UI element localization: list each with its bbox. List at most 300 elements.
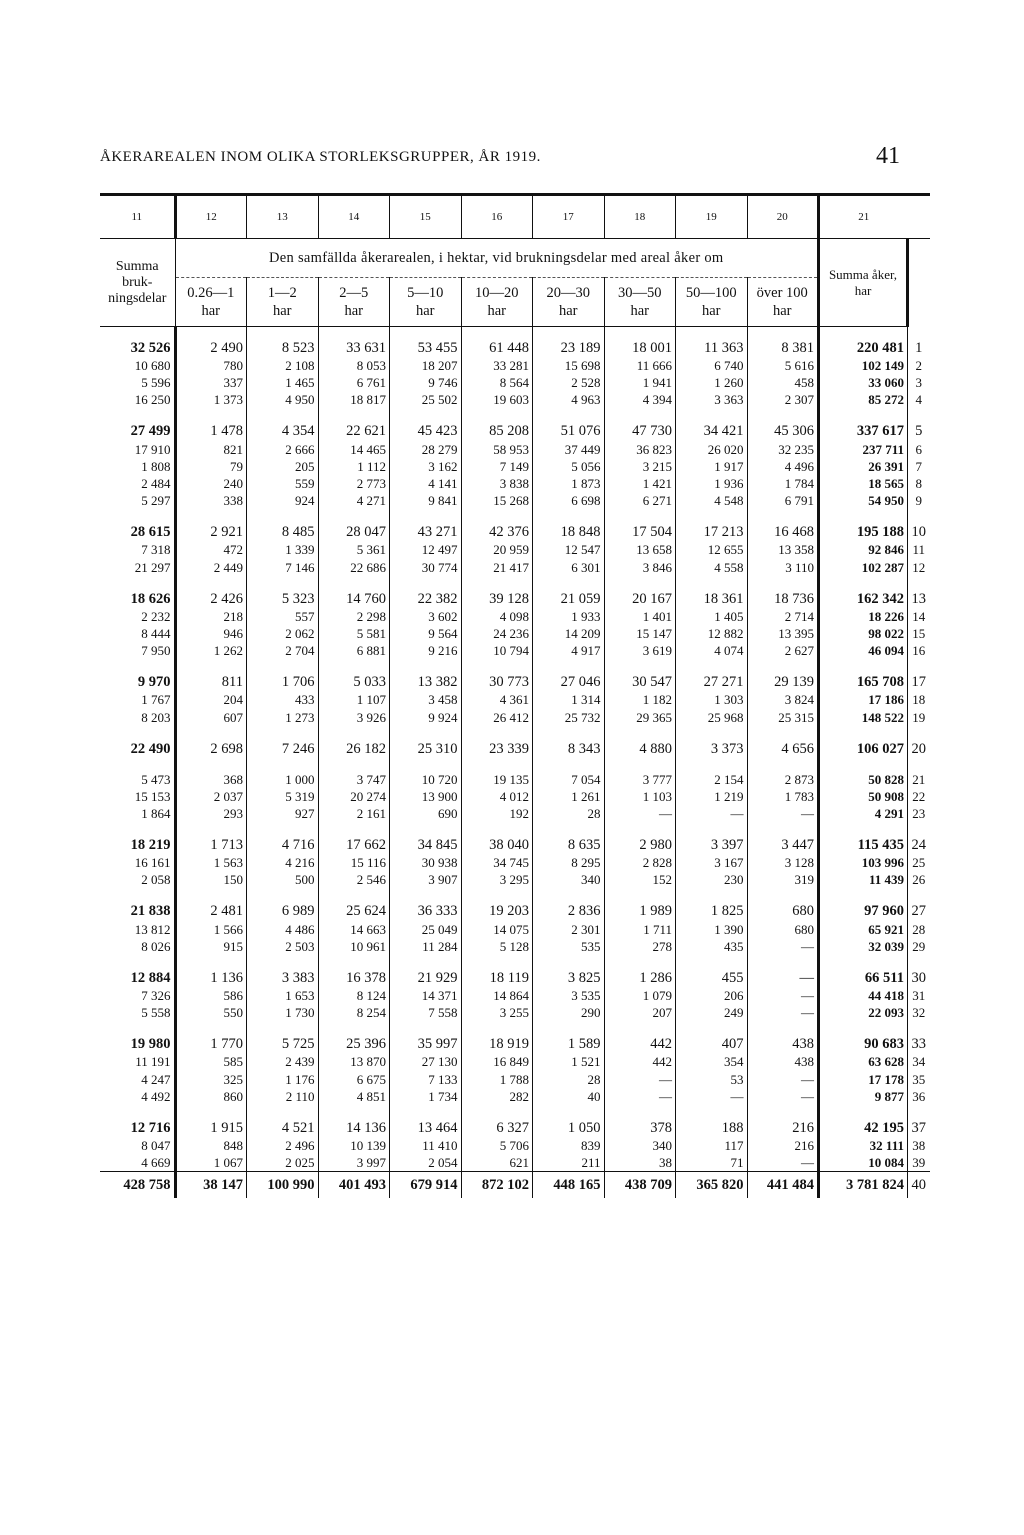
table-row xyxy=(100,458,930,475)
table-cell: 915 xyxy=(175,938,247,955)
header-range-value: 30—50 xyxy=(618,285,662,301)
table-cell: 36 823 xyxy=(604,441,676,458)
table-row xyxy=(100,987,930,1004)
table-cell: 26 412 xyxy=(461,709,533,726)
column-number: 11 xyxy=(100,195,175,239)
table-cell: 8 343 xyxy=(533,726,605,758)
table-cell: — xyxy=(799,969,814,986)
table-cell: 71 xyxy=(676,1154,748,1172)
table-cell: 32 235 xyxy=(778,441,814,457)
header-range xyxy=(390,278,462,327)
table-cell: 4 917 xyxy=(533,642,605,659)
table-cell: 2 481 xyxy=(175,889,247,921)
table-cell: 8 485 xyxy=(247,509,319,541)
header-range-value: 0.26—1 xyxy=(187,285,235,301)
table-cell: 18 817 xyxy=(318,391,390,408)
header-summa-aker: Summa åker, har xyxy=(819,239,908,327)
table-cell: 3 825 xyxy=(533,955,605,987)
table-cell: 5 616 xyxy=(784,358,814,373)
table-cell: 7 149 xyxy=(461,458,533,475)
table-cell: 20 274 xyxy=(318,788,390,805)
row-number: 33 xyxy=(911,1036,926,1053)
table-cell: 22 686 xyxy=(318,559,390,576)
header-range xyxy=(747,278,819,327)
table-cell: 3 838 xyxy=(461,475,533,492)
table-cell: 3 397 xyxy=(676,822,748,854)
table-cell: 2 921 xyxy=(175,509,247,541)
table-cell: 188 xyxy=(676,1105,748,1137)
table-row xyxy=(100,938,930,955)
table-cell: 30 773 xyxy=(461,659,533,691)
table-cell: 18 119 xyxy=(461,955,533,987)
table-cell: 442 xyxy=(604,1053,676,1070)
table-row xyxy=(100,509,930,541)
row-number: 15 xyxy=(912,626,926,642)
table-cell: 36 333 xyxy=(390,889,462,921)
table-row xyxy=(100,1154,930,1172)
cell-summa-brukningsdelar: 7 318 xyxy=(100,541,175,558)
table-cell: 23 339 xyxy=(461,726,533,758)
cell-summa-aker: 66 511 xyxy=(819,955,908,987)
table-cell: 12 655 xyxy=(676,541,748,558)
table-cell: 319 xyxy=(794,872,814,888)
table-cell: 4 141 xyxy=(390,475,462,492)
table-cell: 14 075 xyxy=(461,921,533,938)
table-cell: 6 989 xyxy=(247,889,319,921)
table-cell: 1 373 xyxy=(175,391,247,408)
header-range-unit: har xyxy=(487,303,506,319)
table-cell: 2 836 xyxy=(533,889,605,921)
table-cell: 6 327 xyxy=(461,1105,533,1137)
table-cell: 26 182 xyxy=(318,726,390,758)
cell-summa-brukningsdelar: 11 191 xyxy=(100,1053,175,1070)
table-row xyxy=(100,541,930,558)
table-cell: 550 xyxy=(175,1004,247,1021)
table-cell: 5 056 xyxy=(533,458,605,475)
table-cell: 2 301 xyxy=(533,921,605,938)
cell-summa-aker: 106 027 xyxy=(819,726,908,758)
cell-summa-brukningsdelar: 28 615 xyxy=(100,509,175,541)
cell-summa-aker: 237 711 xyxy=(819,441,908,458)
table-row xyxy=(100,357,930,374)
table-cell: 2 062 xyxy=(247,625,319,642)
table-cell: 282 xyxy=(461,1088,533,1105)
table-cell: 2 698 xyxy=(175,726,247,758)
table-cell: 18 736 xyxy=(774,590,814,607)
table-cell: 2 490 xyxy=(175,327,247,358)
table-cell: 559 xyxy=(247,475,319,492)
table-row xyxy=(100,871,930,888)
table-cell: 368 xyxy=(175,758,247,788)
cell-summa-aker: 32 039 xyxy=(819,938,908,955)
table-cell: 6 740 xyxy=(676,357,748,374)
table-cell: 811 xyxy=(175,659,247,691)
table-cell: 192 xyxy=(461,805,533,822)
table-cell: 2 828 xyxy=(604,854,676,871)
table-cell: 5 581 xyxy=(318,625,390,642)
row-number: 29 xyxy=(912,938,926,954)
header-range-value: 5—10 xyxy=(407,285,444,301)
table-row xyxy=(100,659,930,691)
table-cell: 14 371 xyxy=(390,987,462,1004)
header-range xyxy=(461,278,533,327)
cell-summa-aker: 9 877 xyxy=(819,1088,908,1105)
table-cell: 26 020 xyxy=(676,441,748,458)
table-cell: 4 851 xyxy=(318,1088,390,1105)
table-cell: 2 108 xyxy=(247,357,319,374)
table-cell: 17 213 xyxy=(676,509,748,541)
table-cell: 22 621 xyxy=(318,409,390,441)
table-row xyxy=(100,1172,930,1199)
header-row-span xyxy=(100,239,930,278)
table-cell: 79 xyxy=(175,458,247,475)
table-row xyxy=(100,576,930,608)
table-cell: 3 373 xyxy=(676,726,748,758)
table-cell: 679 914 xyxy=(390,1172,462,1199)
table-cell: 10 794 xyxy=(461,642,533,659)
cell-summa-brukningsdelar: 5 473 xyxy=(100,758,175,788)
table-cell: 16 849 xyxy=(461,1053,533,1070)
table-cell: 3 167 xyxy=(676,854,748,871)
cell-summa-aker: 46 094 xyxy=(819,642,908,659)
table-cell: 19 603 xyxy=(461,391,533,408)
table-cell: 1 563 xyxy=(175,854,247,871)
row-number: 18 xyxy=(912,692,926,708)
table-cell: 1 936 xyxy=(676,475,748,492)
table-cell: 3 128 xyxy=(784,855,814,871)
table-cell: 5 319 xyxy=(247,788,319,805)
table-cell: 1 917 xyxy=(676,458,748,475)
column-number: 21 xyxy=(819,195,908,239)
cell-summa-aker: 337 617 xyxy=(819,409,908,441)
table-cell: 3 926 xyxy=(318,709,390,726)
table-cell: 249 xyxy=(676,1004,748,1021)
row-number: 31 xyxy=(912,988,926,1004)
cell-summa-aker: 92 846 xyxy=(819,541,908,558)
table-cell: 14 136 xyxy=(318,1105,390,1137)
table-cell: 3 907 xyxy=(390,871,462,888)
table-cell: 23 189 xyxy=(533,327,605,358)
table-cell: 1 915 xyxy=(175,1105,247,1137)
table-cell: 1 339 xyxy=(247,541,319,558)
table-cell: 1 784 xyxy=(784,476,814,492)
table-cell: 1 219 xyxy=(676,788,748,805)
table-cell: 848 xyxy=(175,1137,247,1154)
table-row xyxy=(100,1053,930,1070)
table-row xyxy=(100,625,930,642)
table-cell: 354 xyxy=(676,1053,748,1070)
table-cell: 6 881 xyxy=(318,642,390,659)
table-cell: 2 054 xyxy=(390,1154,462,1172)
table-cell: 7 246 xyxy=(247,726,319,758)
table-cell: 3 747 xyxy=(318,758,390,788)
table-cell: 20 959 xyxy=(461,541,533,558)
table-cell: 2 449 xyxy=(175,559,247,576)
table-cell: 12 497 xyxy=(390,541,462,558)
table-cell: 6 301 xyxy=(533,559,605,576)
table-cell: 6 271 xyxy=(604,492,676,509)
column-number: 17 xyxy=(533,195,605,239)
table-cell: 1 136 xyxy=(175,955,247,987)
table-cell: 33 631 xyxy=(318,327,390,358)
table-cell: 1 589 xyxy=(533,1021,605,1053)
row-number: 20 xyxy=(911,740,926,757)
table-cell: 18 919 xyxy=(461,1021,533,1053)
row-number: 27 xyxy=(911,903,926,920)
cell-summa-brukningsdelar: 1 767 xyxy=(100,691,175,708)
table-row xyxy=(100,889,930,921)
table-cell: 7 054 xyxy=(533,758,605,788)
table-cell: 28 047 xyxy=(318,509,390,541)
header-range xyxy=(175,278,247,327)
cell-summa-brukningsdelar: 2 232 xyxy=(100,608,175,625)
table-cell: — xyxy=(801,1071,814,1087)
cell-summa-aker: 4 291 xyxy=(819,805,908,822)
cell-summa-aker: 97 960 xyxy=(819,889,908,921)
table-cell: 150 xyxy=(175,871,247,888)
table-cell: 7 133 xyxy=(390,1071,462,1088)
header-range-unit: har xyxy=(558,303,578,319)
cell-summa-aker: 33 060 xyxy=(819,374,908,391)
cell-summa-brukningsdelar: 1 864 xyxy=(100,805,175,822)
table-cell: 216 xyxy=(792,1119,814,1136)
cell-summa-aker: 26 391 xyxy=(819,458,908,475)
table-cell: 1 000 xyxy=(247,758,319,788)
table-cell: 25 396 xyxy=(318,1021,390,1053)
table-cell: 13 900 xyxy=(390,788,462,805)
table-row xyxy=(100,441,930,458)
cell-summa-brukningsdelar: 12 884 xyxy=(100,955,175,987)
table-cell: 9 924 xyxy=(390,709,462,726)
table-cell: 3 535 xyxy=(533,987,605,1004)
table-cell: 1 521 xyxy=(533,1053,605,1070)
table-cell: 38 040 xyxy=(461,822,533,854)
table-cell: 278 xyxy=(604,938,676,955)
header-range-unit: har xyxy=(344,303,363,319)
table-cell: 1 079 xyxy=(604,987,676,1004)
table-cell: — xyxy=(676,805,748,822)
table-row xyxy=(100,788,930,805)
table-cell: 433 xyxy=(247,691,319,708)
table-cell: 690 xyxy=(390,805,462,822)
table-row xyxy=(100,1021,930,1053)
table-cell: 27 271 xyxy=(676,659,748,691)
cell-summa-aker: 18 226 xyxy=(819,608,908,625)
table-cell: 37 449 xyxy=(533,441,605,458)
table-cell: 1 711 xyxy=(604,921,676,938)
row-number: 38 xyxy=(912,1138,926,1154)
table-cell: 6 698 xyxy=(533,492,605,509)
table-row xyxy=(100,409,930,441)
table-cell: 2 439 xyxy=(247,1053,319,1070)
cell-summa-aker: 17 186 xyxy=(819,691,908,708)
table-cell: 8 381 xyxy=(781,339,814,356)
header-range xyxy=(604,278,676,327)
table-cell: 839 xyxy=(533,1137,605,1154)
row-number: 16 xyxy=(912,643,926,659)
table-cell: 218 xyxy=(175,608,247,625)
table-cell: 2 666 xyxy=(247,441,319,458)
table-cell: 3 997 xyxy=(318,1154,390,1172)
table-cell: 4 098 xyxy=(461,608,533,625)
table-row xyxy=(100,758,930,788)
cell-summa-aker: 18 565 xyxy=(819,475,908,492)
table-cell: 25 049 xyxy=(390,921,462,938)
table-cell: 19 135 xyxy=(461,758,533,788)
table-row xyxy=(100,1071,930,1088)
row-number: 3 xyxy=(915,375,922,391)
table-cell: 8 295 xyxy=(533,854,605,871)
table-cell: 11 410 xyxy=(390,1137,462,1154)
column-number-spacer xyxy=(908,195,930,239)
table-cell: 1 478 xyxy=(175,409,247,441)
table-cell: 2 704 xyxy=(247,642,319,659)
table-cell: 1 107 xyxy=(318,691,390,708)
cell-summa-aker: 63 628 xyxy=(819,1053,908,1070)
column-number: 20 xyxy=(747,195,819,239)
cell-summa-brukningsdelar: 16 250 xyxy=(100,391,175,408)
header-range-unit: har xyxy=(701,303,721,319)
table-cell: 216 xyxy=(794,1138,814,1154)
header-row-number-spacer xyxy=(908,239,930,327)
table-cell: 8 523 xyxy=(247,327,319,358)
table-body xyxy=(100,327,930,1199)
header-range-value: 1—2 xyxy=(267,285,297,301)
table-cell: 13 658 xyxy=(604,541,676,558)
table-cell: 586 xyxy=(175,987,247,1004)
table-cell: 14 663 xyxy=(318,921,390,938)
table-cell: 206 xyxy=(676,987,748,1004)
row-number: 4 xyxy=(915,392,922,408)
cell-summa-aker: 90 683 xyxy=(819,1021,908,1053)
table-cell: 535 xyxy=(533,938,605,955)
table-cell: 18 848 xyxy=(533,509,605,541)
header-range-value: 20—30 xyxy=(546,285,590,301)
table-cell: 2 025 xyxy=(247,1154,319,1172)
table-cell: 15 268 xyxy=(461,492,533,509)
table-cell: 1 783 xyxy=(784,788,814,804)
cell-summa-aker: 103 996 xyxy=(819,854,908,871)
row-number: 35 xyxy=(912,1071,926,1087)
cell-summa-brukningsdelar: 5 297 xyxy=(100,492,175,509)
table-cell: 100 990 xyxy=(247,1172,319,1199)
table-cell: 2 307 xyxy=(784,392,814,408)
table-cell: 10 139 xyxy=(318,1137,390,1154)
table-row xyxy=(100,475,930,492)
table-cell: 240 xyxy=(175,475,247,492)
table-cell: 5 361 xyxy=(318,541,390,558)
table-row xyxy=(100,608,930,625)
table-cell: 29 365 xyxy=(604,709,676,726)
cell-summa-aker: 11 439 xyxy=(819,871,908,888)
table-cell: 14 209 xyxy=(533,625,605,642)
row-number: 5 xyxy=(915,423,923,440)
cell-summa-aker: 17 178 xyxy=(819,1071,908,1088)
table-cell: 1 933 xyxy=(533,608,605,625)
cell-summa-brukningsdelar: 5 596 xyxy=(100,374,175,391)
header-range-value: 2—5 xyxy=(339,285,369,301)
cell-summa-brukningsdelar: 13 812 xyxy=(100,921,175,938)
table-cell: 2 546 xyxy=(318,871,390,888)
table-cell: 51 076 xyxy=(533,409,605,441)
table-cell: 53 xyxy=(676,1071,748,1088)
table-cell: 1 405 xyxy=(676,608,748,625)
table-cell: 25 315 xyxy=(778,709,814,725)
table-cell: 1 706 xyxy=(247,659,319,691)
table-cell: 25 968 xyxy=(676,709,748,726)
row-number: 39 xyxy=(912,1155,926,1171)
table-cell: 25 732 xyxy=(533,709,605,726)
cell-summa-aker: 220 481 xyxy=(819,327,908,358)
table-cell: 1 314 xyxy=(533,691,605,708)
cell-summa-aker: 165 708 xyxy=(819,659,908,691)
table-cell: 58 953 xyxy=(461,441,533,458)
table-cell: 28 xyxy=(533,1071,605,1088)
header-range xyxy=(247,278,319,327)
row-number: 36 xyxy=(912,1088,926,1104)
table-cell: — xyxy=(676,1088,748,1105)
table-row xyxy=(100,822,930,854)
table-cell: 1 788 xyxy=(461,1071,533,1088)
table-cell: 338 xyxy=(175,492,247,509)
table-cell: 821 xyxy=(175,441,247,458)
table-cell: 25 624 xyxy=(318,889,390,921)
table-cell: 16 378 xyxy=(318,955,390,987)
table-cell: 117 xyxy=(676,1137,748,1154)
table-cell: 557 xyxy=(247,608,319,625)
cell-summa-brukningsdelar: 18 626 xyxy=(100,576,175,608)
table-cell: 207 xyxy=(604,1004,676,1021)
header-range-unit: har xyxy=(201,303,220,319)
table-cell: 1 067 xyxy=(175,1154,247,1172)
header-area-span: Den samfällda åkerarealen, i hektar, vid brukningsdelar med areal åker om xyxy=(268,249,724,266)
header-range xyxy=(318,278,390,327)
table-cell: 340 xyxy=(604,1137,676,1154)
table-cell: 211 xyxy=(533,1154,605,1172)
table-cell: 8 053 xyxy=(318,357,390,374)
row-number: 14 xyxy=(912,608,926,624)
table-row xyxy=(100,1105,930,1137)
table-cell: 22 382 xyxy=(390,576,462,608)
table-cell: 38 xyxy=(604,1154,676,1172)
table-cell: 4 521 xyxy=(247,1105,319,1137)
table-cell: 621 xyxy=(461,1154,533,1172)
cell-summa-brukningsdelar: 15 153 xyxy=(100,788,175,805)
table-cell: 33 281 xyxy=(461,357,533,374)
cell-summa-aker: 162 342 xyxy=(819,576,908,608)
table-cell: 9 216 xyxy=(390,642,462,659)
cell-summa-brukningsdelar: 428 758 xyxy=(100,1172,175,1199)
table-row xyxy=(100,854,930,871)
table-cell: 11 666 xyxy=(604,357,676,374)
row-number: 32 xyxy=(912,1005,926,1021)
table-cell: 12 882 xyxy=(676,625,748,642)
cell-summa-aker: 50 828 xyxy=(819,758,908,788)
row-number: 1 xyxy=(915,339,923,356)
table-cell: 11 363 xyxy=(676,327,748,358)
table-cell: 5 725 xyxy=(247,1021,319,1053)
table-cell: 2 773 xyxy=(318,475,390,492)
table-cell: 3 383 xyxy=(247,955,319,987)
table-cell: 3 846 xyxy=(604,559,676,576)
table-cell: 14 465 xyxy=(318,441,390,458)
table-cell: — xyxy=(801,938,814,954)
table-cell: 365 820 xyxy=(676,1172,748,1199)
table-cell: 2 714 xyxy=(784,608,814,624)
column-number: 13 xyxy=(247,195,319,239)
cell-summa-brukningsdelar: 16 161 xyxy=(100,854,175,871)
table-cell: 3 777 xyxy=(604,758,676,788)
